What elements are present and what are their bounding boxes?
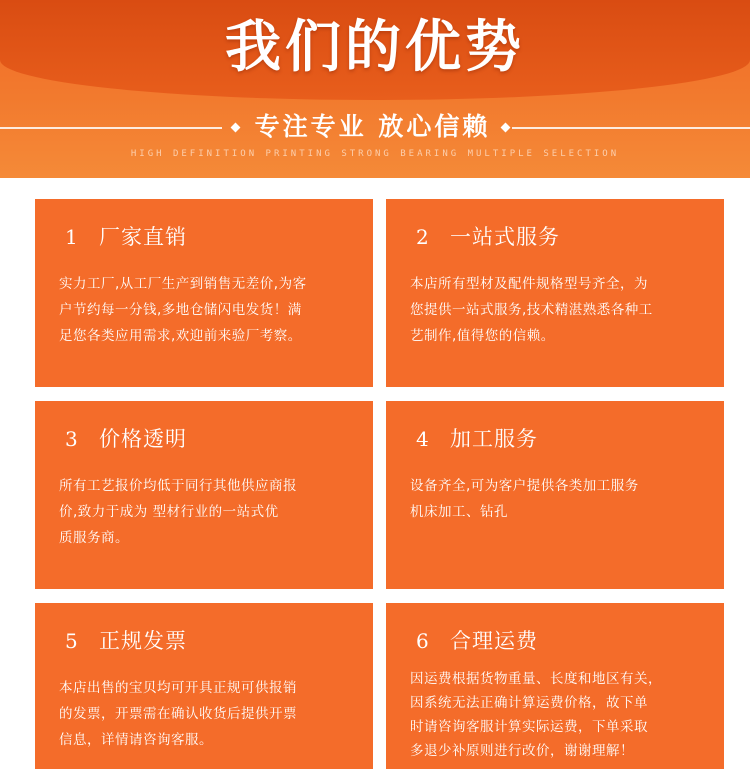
diamond-left-icon: [231, 123, 241, 133]
card-line: 价,致力于成为 型材行业的一站式优: [59, 504, 279, 520]
card-number: 4: [416, 427, 429, 451]
card-heading: [416, 627, 538, 655]
card-line: 艺制作,值得您的信赖。: [410, 328, 555, 344]
english-subtitle: HIGH DEFINITION PRINTING STRONG BEARING MULTIPLE SELECTION: [130, 149, 620, 159]
card-line: 时请咨询客服计算实际运费，下单采取: [410, 719, 648, 735]
card-line: 多退少补原则进行改价，谢谢理解！: [410, 743, 634, 759]
card-line: 所有工艺报价均低于同行其他供应商报: [59, 478, 297, 494]
card-description: [59, 675, 351, 753]
advantage-card-3: [35, 401, 373, 589]
card-number: 2: [416, 225, 429, 249]
diamond-right-icon: [501, 123, 511, 133]
card-line: 质服务商。: [59, 530, 129, 546]
divider-right: [512, 127, 750, 129]
divider-left: [0, 127, 222, 129]
advantage-card-1: [35, 199, 373, 387]
card-title: 价格透明: [99, 427, 187, 451]
tagline-row: [0, 110, 750, 144]
card-heading: [416, 223, 560, 251]
card-line: 机床加工、钻孔: [410, 504, 508, 520]
advantage-card-5: [35, 603, 373, 769]
tagline: 专注专业 放心信赖: [254, 112, 491, 141]
page-title: 我们的优势: [225, 15, 525, 80]
card-line: 因运费根据货物重量、长度和地区有关，: [410, 671, 662, 687]
header-banner: [0, 0, 750, 178]
card-line: 足您各类应用需求,欢迎前来验厂考察。: [59, 328, 302, 344]
card-description: [59, 473, 351, 551]
card-line: 的发票，开票需在确认收货后提供开票: [59, 706, 297, 722]
card-line: 本店所有型材及配件规格型号齐全，为: [410, 276, 648, 292]
card-description: [410, 473, 702, 525]
card-heading: [65, 223, 187, 251]
card-line: 本店出售的宝贝均可开具正规可供报销: [59, 680, 297, 696]
card-line: 户节约每一分钱,多地仓储闪电发货！满: [59, 302, 302, 318]
card-line: 您提供一站式服务,技术精湛熟悉各种工: [410, 302, 653, 318]
card-title: 正规发票: [99, 629, 187, 653]
card-title: 合理运费: [450, 629, 538, 653]
advantage-card-6: [386, 603, 724, 769]
card-description: [410, 667, 702, 763]
card-title: 加工服务: [450, 427, 538, 451]
card-number: 6: [416, 629, 429, 653]
card-line: 信息，详情请咨询客服。: [59, 732, 213, 748]
card-heading: [416, 425, 538, 453]
card-number: 3: [65, 427, 78, 451]
card-heading: [65, 627, 187, 655]
card-number: 1: [65, 225, 78, 249]
card-title: 厂家直销: [99, 225, 187, 249]
card-line: 因系统无法正确计算运费价格，故下单: [410, 695, 648, 711]
card-line: 设备齐全,可为客户提供各类加工服务: [410, 478, 639, 494]
card-description: [410, 271, 702, 349]
card-number: 5: [65, 629, 78, 653]
advantage-card-4: [386, 401, 724, 589]
card-title: 一站式服务: [450, 225, 560, 249]
card-line: 实力工厂,从工厂生产到销售无差价,为客: [59, 276, 307, 292]
card-heading: [65, 425, 187, 453]
advantage-card-2: [386, 199, 724, 387]
card-description: [59, 271, 351, 349]
